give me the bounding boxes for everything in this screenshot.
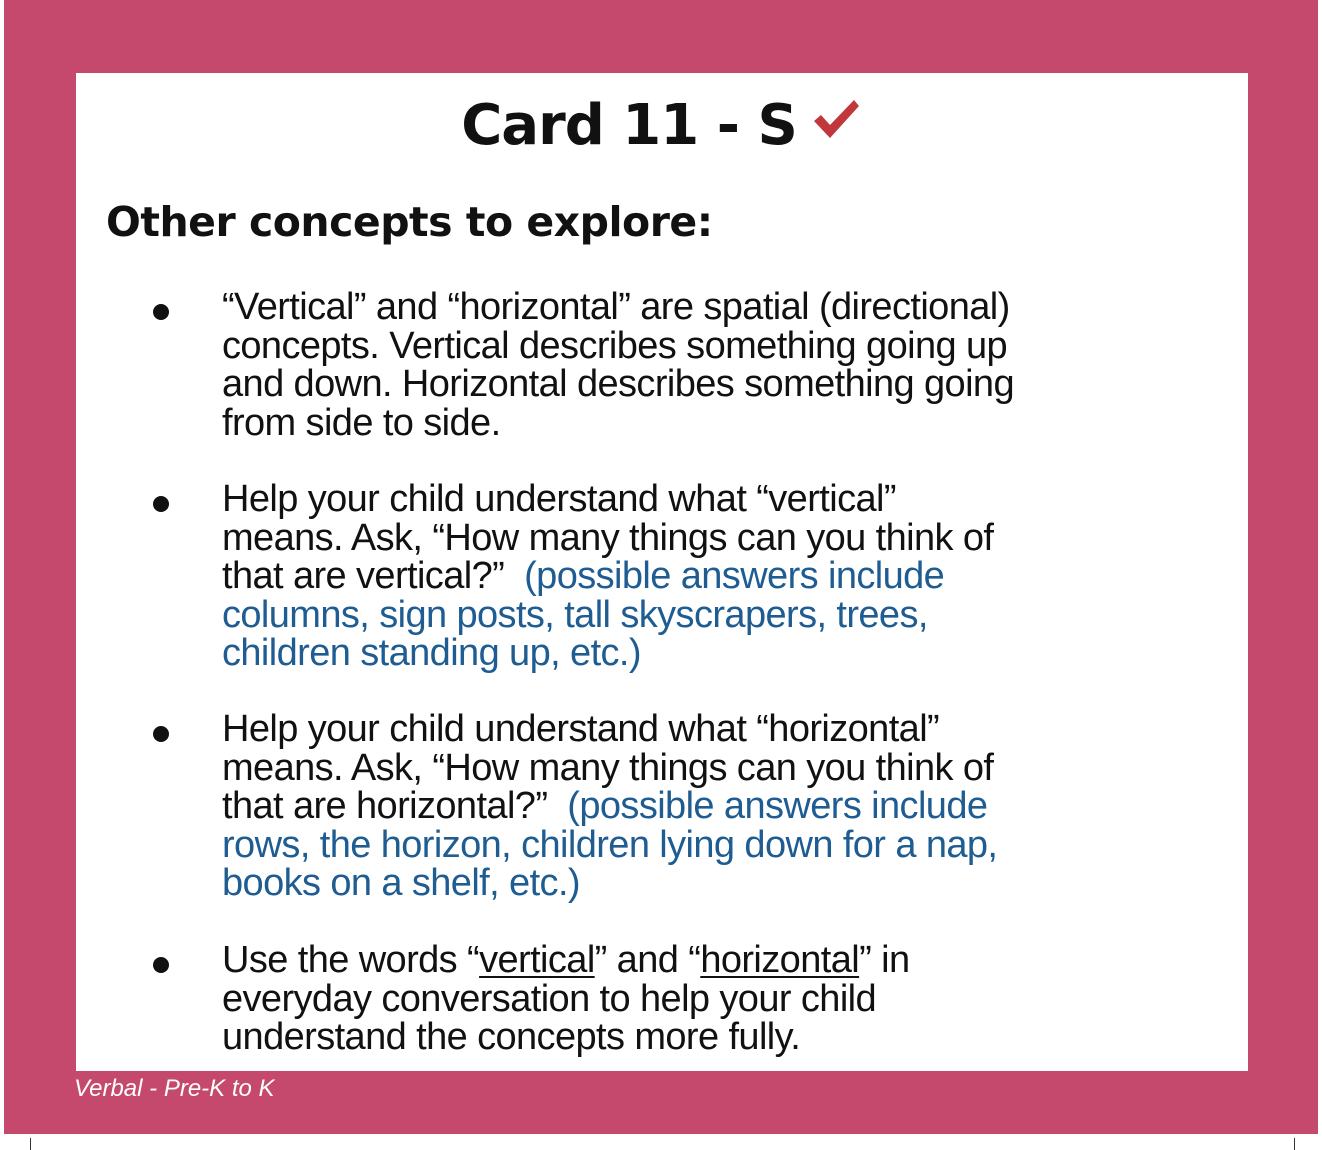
text-line bbox=[222, 557, 1232, 596]
text-line: means. Ask, “How many things can you think of bbox=[222, 746, 994, 789]
text-line: and down. Horizontal describes something going bbox=[222, 363, 1014, 405]
checkmark-icon bbox=[811, 85, 861, 161]
question-text: that are vertical?” bbox=[222, 555, 505, 597]
text-line: from side to side. bbox=[222, 401, 501, 444]
text-line: “Vertical” and “horizontal” are spatial (directional) bbox=[222, 286, 1010, 328]
bullet-icon bbox=[153, 304, 169, 320]
answer-text: (possible answers include bbox=[567, 785, 988, 827]
bullet-icon bbox=[153, 726, 169, 742]
text-line: means. Ask, “How many things can you think of bbox=[222, 516, 994, 559]
answer-line: columns, sign posts, tall skyscrapers, trees, bbox=[222, 593, 928, 636]
bullet-icon bbox=[153, 957, 169, 973]
answer-line: children standing up, etc.) bbox=[222, 632, 641, 674]
question-text: that are horizontal?” bbox=[222, 785, 548, 827]
text-fragment: ” and “ bbox=[594, 939, 701, 981]
underlined-word: vertical bbox=[479, 939, 595, 981]
text-line: concepts. Vertical describes something going up bbox=[222, 324, 1008, 367]
answer-line: rows, the horizon, children lying down for a nap, bbox=[222, 823, 998, 866]
crop-mark bbox=[1294, 1138, 1295, 1150]
card-title-row bbox=[0, 88, 1322, 167]
text-fragment: Use the words “ bbox=[222, 939, 480, 981]
list-item-text bbox=[222, 480, 1232, 673]
bullet-icon bbox=[153, 496, 169, 512]
list-item-text bbox=[222, 710, 1232, 903]
text-line: understand the concepts more fully. bbox=[222, 1016, 801, 1058]
text-line: everyday conversation to help your child bbox=[222, 977, 877, 1020]
underlined-word: horizontal bbox=[700, 939, 860, 981]
section-heading: Other concepts to explore: bbox=[106, 198, 713, 246]
card-footer: Verbal - Pre-K to K bbox=[74, 1075, 275, 1102]
text-line: Help your child understand what “horizontal” bbox=[222, 708, 940, 750]
answer-text: (possible answers include bbox=[524, 555, 945, 597]
text-line bbox=[222, 941, 1232, 980]
text-fragment: ” in bbox=[859, 939, 910, 981]
answer-line: books on a shelf, etc.) bbox=[222, 862, 580, 904]
text-line: Help your child understand what “vertical” bbox=[222, 478, 896, 520]
crop-mark bbox=[30, 1138, 31, 1150]
list-item-text bbox=[222, 288, 1232, 442]
card-title: Card 11 - S bbox=[461, 93, 797, 158]
text-line bbox=[222, 787, 1232, 826]
list-item-text bbox=[222, 941, 1232, 1057]
